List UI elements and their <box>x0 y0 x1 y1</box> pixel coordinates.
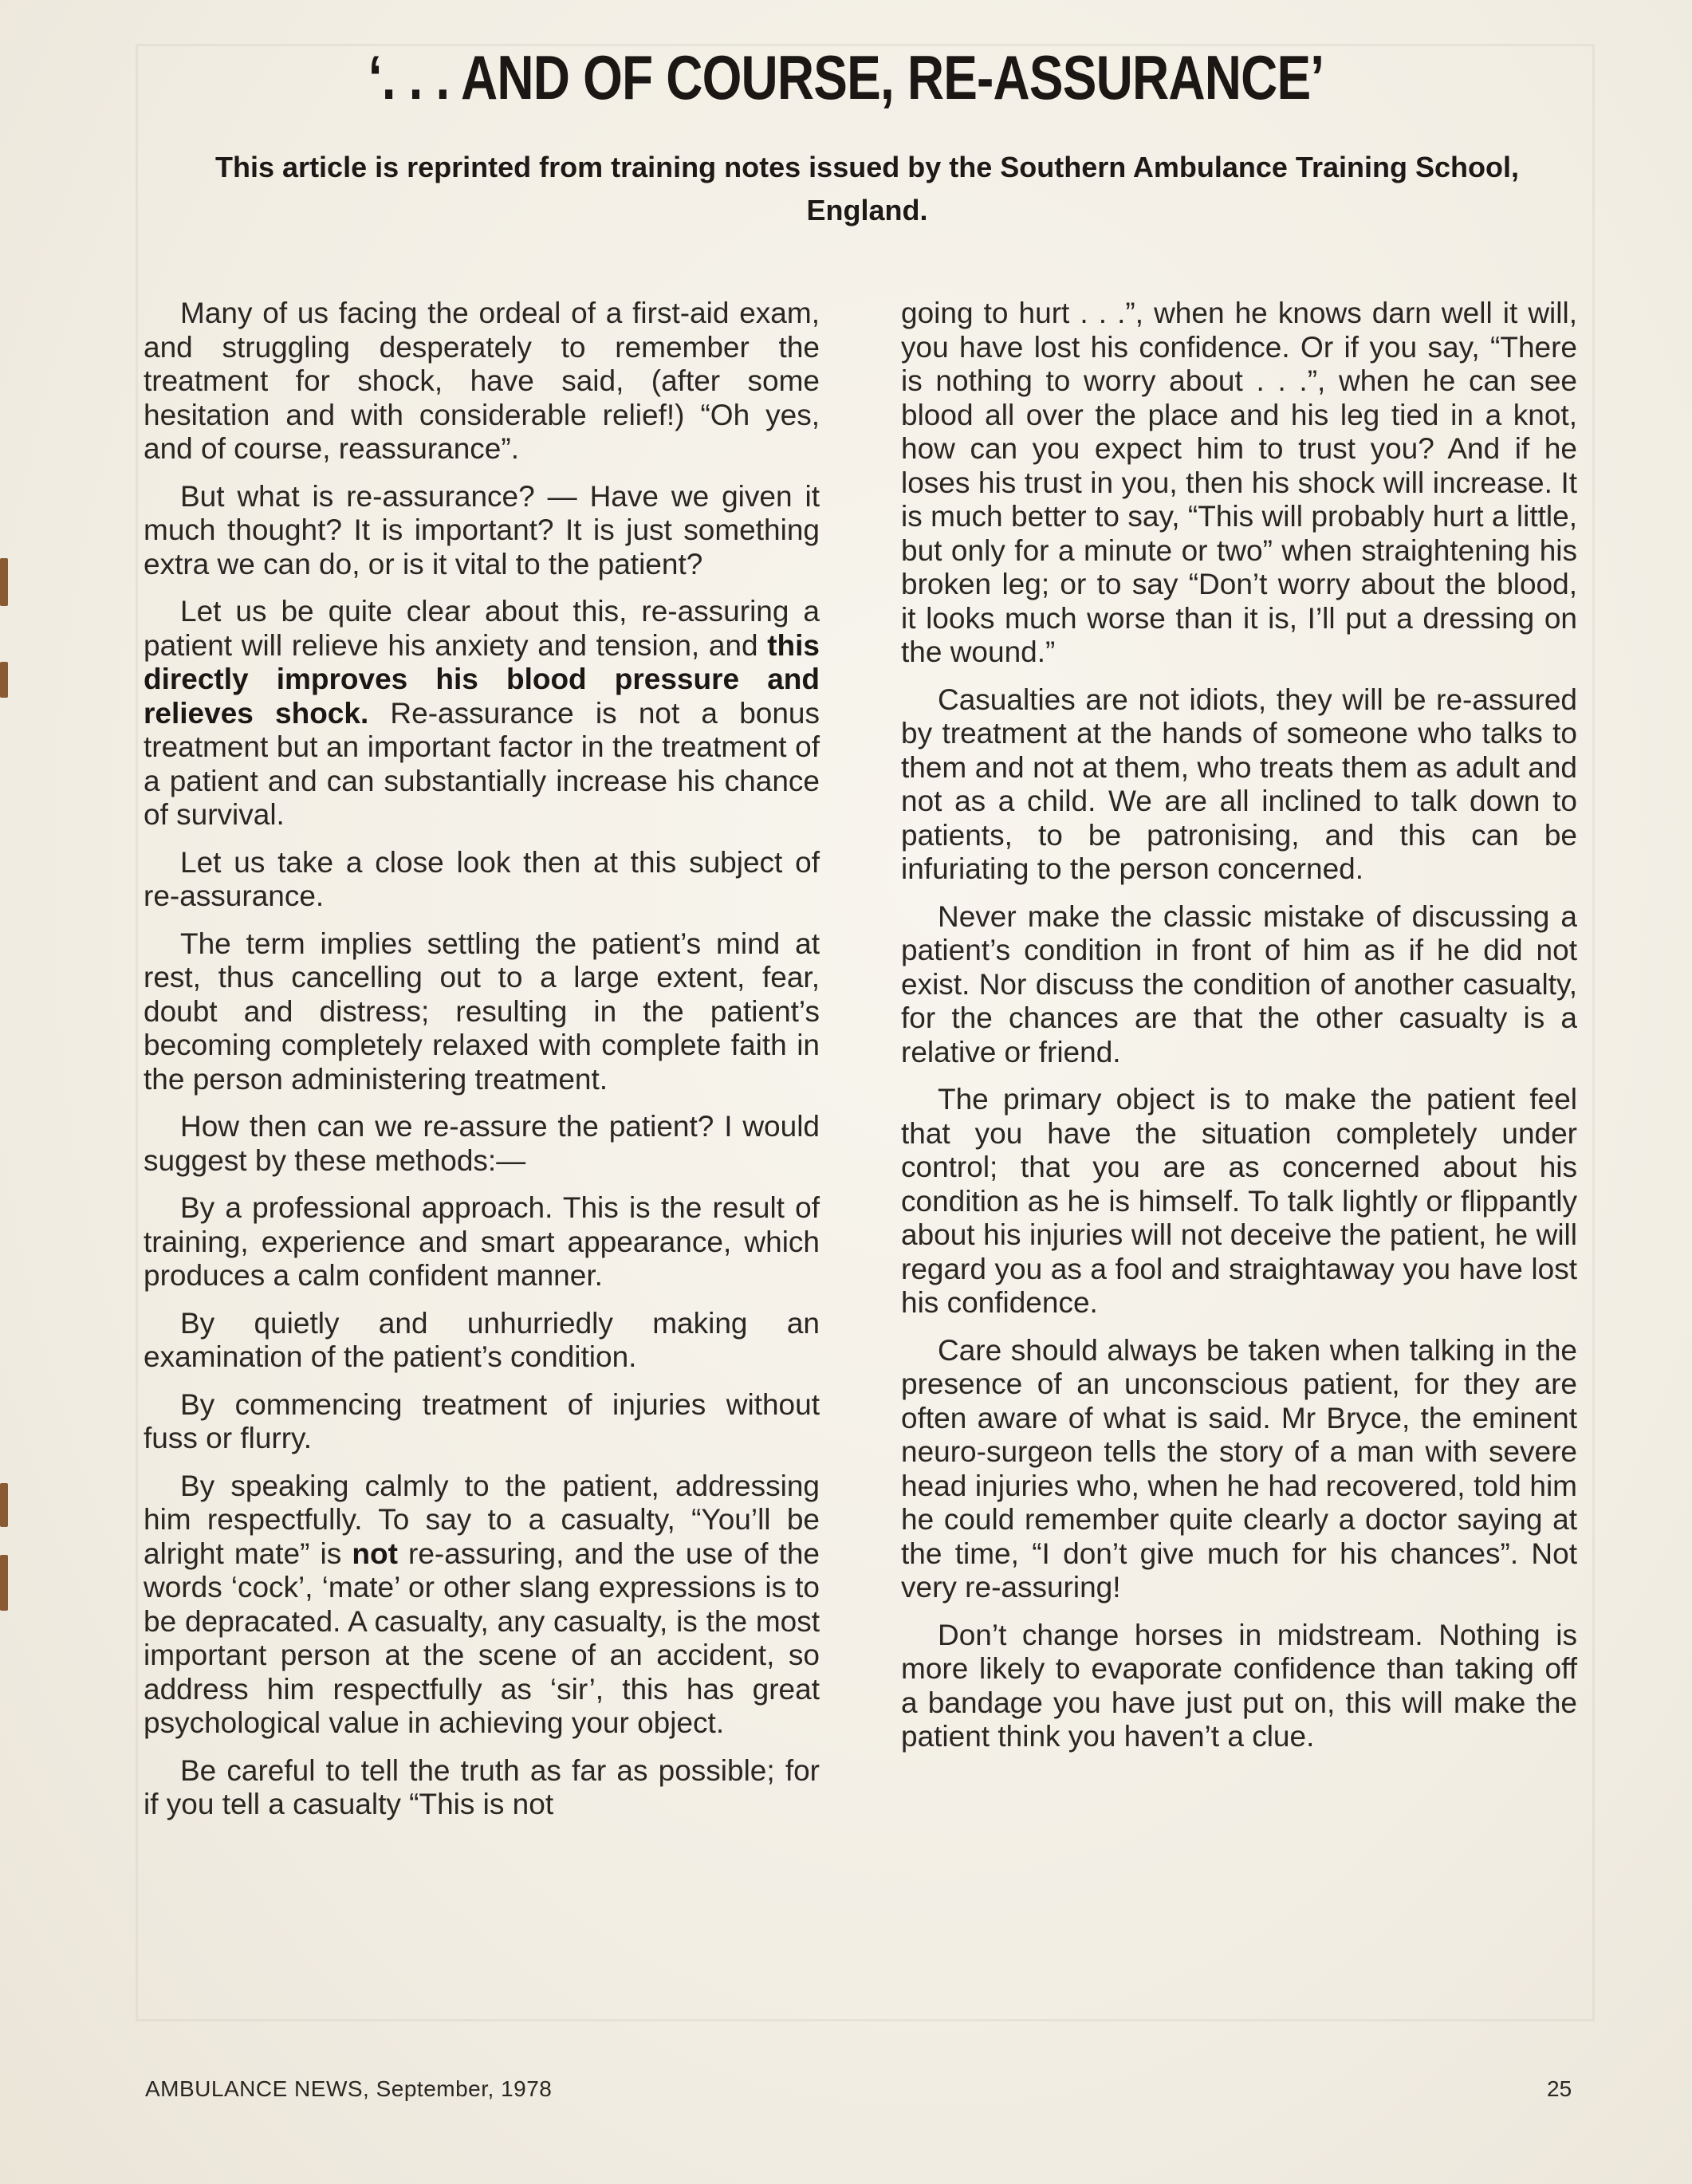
paragraph: The primary object is to make the patient feel that you have the situation completely under control; that you are as concerned about his condition as he is himself. To talk lightly or flippantly about his injuries will not deceive the patient, he will regard you as a fool and straightaway you have lost his confidence. <box>901 1083 1577 1319</box>
paragraph: By a professional approach. This is the result of training, experience and smart appearance, which produces a calm confident manner. <box>144 1191 820 1292</box>
paragraph-text: re-assuring, and the use of the words ‘cock’, ‘mate’ or other slang expressions is to be depracated. A casualty, any casualty, is the most important person at the scene of an accident, so address him respectfully as ‘sir’, this has great psychological value in achieving your object. <box>144 1537 820 1739</box>
paragraph: Never make the classic mistake of discussing a patient’s condition in front of him as if he did not exist. Nor discuss the condition of another casualty, for the chances are that the other casualty is a relative or friend. <box>901 899 1577 1068</box>
paragraph: By commencing treatment of injuries without fuss or flurry. <box>144 1387 820 1454</box>
paragraph <box>144 1470 820 1741</box>
binding-mark <box>0 1483 8 1527</box>
article-subtitle: This article is reprinted from training notes issued by the Southern Ambulance Training School, England. <box>215 151 1519 226</box>
emphasis-text: this directly improves his blood pressure and relieves shock. <box>144 628 820 730</box>
binding-mark <box>0 662 8 698</box>
paragraph: Don’t change horses in midstream. Nothing is more likely to evaporate confidence than taking off a bandage you have just put on, this will make the patient think you haven’t a clue. <box>901 1618 1577 1753</box>
paragraph: Many of us facing the ordeal of a first-aid exam, and struggling desperately to remember the treatment for shock, have said, (after some hesitation and with considerable relief!) “Oh yes, and of course, reassurance”. <box>144 297 820 465</box>
paragraph: The term implies settling the patient’s mind at rest, thus cancelling out to a large extent, fear, doubt and distress; resulting in the patient’s becoming completely relaxed with complete faith in the person administering treatment. <box>144 927 820 1096</box>
emphasis-text: not <box>352 1537 398 1570</box>
page-number: 25 <box>1547 2076 1572 2101</box>
paragraph: How then can we re-assure the patient? I would suggest by these methods:— <box>144 1110 820 1177</box>
paragraph-text: Re-assurance is not a bonus treatment but an important factor in the treatment of a patient and can substantially increase his chance of survival. <box>144 696 820 831</box>
paragraph: Care should always be taken when talking in the presence of an unconscious patient, for they are often aware of what is said. Mr Bryce, the eminent neuro-surgeon tells the story of a man with severe head injuries who, when he had recovered, told him he could remember quite clearly a doctor saying at the time, “I don’t give much for his chances”. Not very re-assuring! <box>901 1333 1577 1604</box>
paragraph-text: By speaking calmly to the patient, addressing him respectfully. To say to a casualty, “You’ll be alright mate” is <box>144 1469 820 1570</box>
paragraph: By quietly and unhurriedly making an examination of the patient’s condition. <box>144 1306 820 1373</box>
paragraph: Casualties are not idiots, they will be re-assured by treatment at the hands of someone who talks to them and not at them, who treats them as adult and not as a child. We are all inclined to talk down to patients, to be patronising, and this can be infuriating to the person concerned. <box>901 683 1577 885</box>
left-column <box>144 297 820 1836</box>
right-column <box>901 297 1577 1768</box>
paragraph: going to hurt . . .”, when he knows darn well it will, you have lost his confidence. Or if you say, “There is nothing to worry about . . .”, when he can see blood all over the place and his leg tied in a knot, how can you expect him to trust you? And if he loses his trust in you, then his shock will increase. It is much better to say, “This will probably hurt a little, but only for a minute or two” when straightening his broken leg; or to say “Don’t worry about the blood, it looks much worse than it is, I’ll put a dressing on the wound.” <box>901 297 1577 668</box>
paragraph: Let us take a close look then at this subject of re-assurance. <box>144 845 820 912</box>
paragraph: But what is re-assurance? — Have we given it much thought? It is important? It is just something extra we can do, or is it vital to the patient? <box>144 479 820 580</box>
article-title: ‘. . . AND OF COURSE, RE-ASSURANCE’ <box>368 42 1324 112</box>
publication-footer: AMBULANCE NEWS, September, 1978 <box>145 2076 553 2101</box>
paragraph-text: Let us be quite clear about this, re-assuring a patient will relieve his anxiety and tension, and <box>144 595 820 662</box>
binding-mark <box>0 558 8 606</box>
binding-mark <box>0 1555 8 1611</box>
paragraph: Be careful to tell the truth as far as possible; for if you tell a casualty “This is not <box>144 1753 820 1820</box>
paragraph <box>144 595 820 832</box>
